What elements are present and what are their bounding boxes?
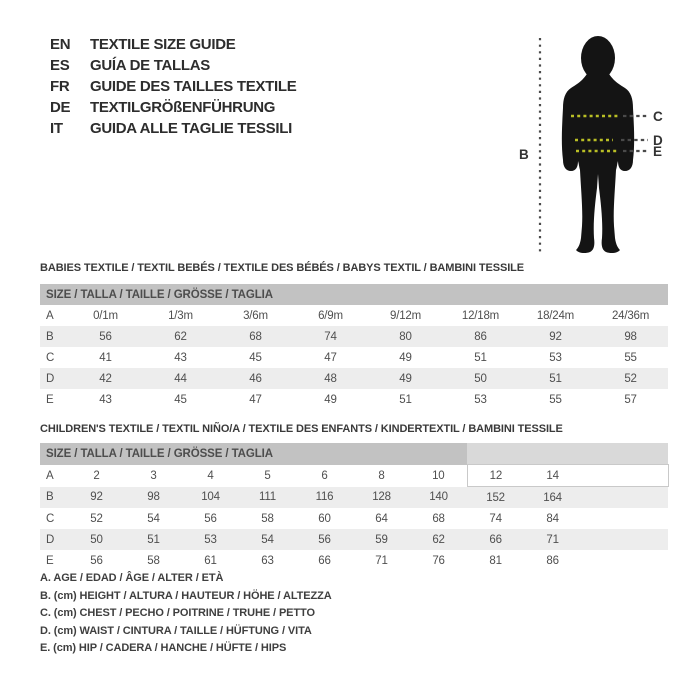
size-value-cell: 50 xyxy=(443,368,518,389)
size-value-cell: 92 xyxy=(68,487,125,509)
size-name-cell: 5 xyxy=(264,469,271,482)
size-row-B xyxy=(40,326,668,347)
measurement-figure xyxy=(505,28,680,263)
size-value-cell: 58 xyxy=(261,512,274,525)
size-value-cell: 51 xyxy=(125,529,182,550)
size-row-E xyxy=(40,389,668,410)
size-value-cell: 47 xyxy=(324,351,337,364)
size-value-cell: 116 xyxy=(296,487,353,509)
size-value-cell: 45 xyxy=(174,393,187,406)
size-value-cell: 41 xyxy=(99,351,112,364)
size-value-cell: 92 xyxy=(518,326,593,347)
size-value-cell: 71 xyxy=(375,554,388,567)
row-label-cell: A xyxy=(46,469,54,482)
size-name-cell: 14 xyxy=(524,465,581,487)
size-value-cell: 55 xyxy=(624,351,637,364)
language-row-es xyxy=(50,55,296,76)
size-name-cell: 9/12m xyxy=(390,309,421,322)
size-value-cell: 50 xyxy=(68,529,125,550)
size-value-cell: 86 xyxy=(546,554,559,567)
size-name-cell: 2 xyxy=(93,469,100,482)
size-value-cell: 68 xyxy=(218,326,293,347)
size-value-cell: 52 xyxy=(90,512,103,525)
size-value-cell: 74 xyxy=(489,512,502,525)
language-row-it xyxy=(50,118,296,139)
babies-table-wrap xyxy=(40,284,668,410)
language-title: TEXTILGRÖßENFÜHRUNG xyxy=(90,99,276,116)
babies-table-title: BABIES TEXTILE / TEXTIL BEBÉS / TEXTILE DES BÉBÉS / BABYS TEXTIL / BAMBINI TESSILE xyxy=(40,262,525,274)
language-code: DE xyxy=(50,99,71,116)
size-value-cell: 74 xyxy=(293,326,368,347)
size-row-B xyxy=(40,487,668,509)
size-value-cell: 51 xyxy=(474,351,487,364)
size-name-cell: 10 xyxy=(432,469,445,482)
measurement-legend xyxy=(40,570,332,658)
size-value-cell: 76 xyxy=(432,554,445,567)
size-value-cell: 55 xyxy=(549,393,562,406)
size-value-cell: 49 xyxy=(368,368,443,389)
legend-height: B. (cm) HEIGHT / ALTURA / HAUTEUR / HÖHE / ALTEZZA xyxy=(40,589,332,602)
legend-hip: E. (cm) HIP / CADERA / HANCHE / HÜFTE / HIPS xyxy=(40,642,287,655)
size-value-cell: 68 xyxy=(432,512,445,525)
size-header-bar: SIZE / TALLA / TAILLE / GRÖSSE / TAGLIA xyxy=(40,284,668,305)
row-label-cell: A xyxy=(46,309,54,322)
size-value-cell: 44 xyxy=(143,368,218,389)
filler-cell xyxy=(581,508,668,529)
language-code: FR xyxy=(50,78,70,95)
size-value-cell: 63 xyxy=(261,554,274,567)
size-value-cell: 104 xyxy=(182,487,239,509)
size-value-cell: 58 xyxy=(147,554,160,567)
size-value-cell: 52 xyxy=(593,368,668,389)
chest-label: C xyxy=(653,109,663,124)
size-value-cell: 59 xyxy=(353,529,410,550)
language-title: TEXTILE SIZE GUIDE xyxy=(90,36,236,53)
row-label-cell: C xyxy=(46,512,55,525)
size-value-cell: 84 xyxy=(546,512,559,525)
language-title: GUIDA ALLE TAGLIE TESSILI xyxy=(90,120,292,137)
size-value-cell: 66 xyxy=(318,554,331,567)
size-name-cell: 4 xyxy=(207,469,214,482)
language-row-fr xyxy=(50,76,296,97)
size-header-row xyxy=(40,284,668,305)
size-value-cell: 111 xyxy=(239,487,296,509)
size-value-cell: 164 xyxy=(524,487,581,509)
size-header-row xyxy=(40,443,668,465)
size-name-cell: 24/36m xyxy=(611,309,650,322)
row-label-cell: B xyxy=(40,326,68,347)
filler-cell xyxy=(581,465,668,487)
size-name-cell: 18/24m xyxy=(536,309,575,322)
size-row-A xyxy=(40,465,668,487)
row-label-cell: E xyxy=(46,554,54,567)
waist-label: D xyxy=(653,133,663,148)
size-value-cell: 61 xyxy=(204,554,217,567)
children-table-body xyxy=(40,465,668,572)
language-list xyxy=(50,34,296,139)
size-name-cell: 8 xyxy=(378,469,385,482)
size-name-cell: 6/9m xyxy=(318,309,343,322)
filler-cell xyxy=(581,550,668,571)
size-name-cell: 0/1m xyxy=(93,309,118,322)
row-label-cell: E xyxy=(46,393,54,406)
size-value-cell: 53 xyxy=(474,393,487,406)
hip-label: E xyxy=(653,144,663,159)
size-value-cell: 66 xyxy=(467,529,524,550)
language-row-en xyxy=(50,34,296,55)
child-silhouette-figure xyxy=(505,28,680,263)
row-label-cell: D xyxy=(40,368,68,389)
size-row-C xyxy=(40,508,668,529)
size-name-cell: 3/6m xyxy=(243,309,268,322)
language-code: IT xyxy=(50,120,63,137)
size-value-cell: 49 xyxy=(399,351,412,364)
row-label-cell: B xyxy=(40,487,68,509)
size-name-cell: 12 xyxy=(467,465,524,487)
size-value-cell: 47 xyxy=(249,393,262,406)
row-label-cell: D xyxy=(40,529,68,550)
size-value-cell: 51 xyxy=(518,368,593,389)
size-value-cell: 62 xyxy=(410,529,467,550)
size-value-cell: 128 xyxy=(353,487,410,509)
size-value-cell: 42 xyxy=(68,368,143,389)
size-value-cell: 56 xyxy=(204,512,217,525)
size-value-cell: 98 xyxy=(125,487,182,509)
babies-size-table xyxy=(40,284,668,410)
size-value-cell: 46 xyxy=(218,368,293,389)
size-value-cell: 152 xyxy=(467,487,524,509)
size-value-cell: 48 xyxy=(293,368,368,389)
children-size-table xyxy=(40,443,669,571)
babies-table-body xyxy=(40,305,668,410)
size-value-cell: 57 xyxy=(624,393,637,406)
size-row-D xyxy=(40,529,668,550)
size-header-bar: SIZE / TALLA / TAILLE / GRÖSSE / TAGLIA xyxy=(40,443,467,465)
language-title: GUÍA DE TALLAS xyxy=(90,57,210,74)
size-value-cell: 54 xyxy=(147,512,160,525)
size-value-cell: 43 xyxy=(99,393,112,406)
size-value-cell: 60 xyxy=(318,512,331,525)
size-row-C xyxy=(40,347,668,368)
size-name-cell: 12/18m xyxy=(461,309,500,322)
size-row-D xyxy=(40,368,668,389)
size-value-cell: 86 xyxy=(443,326,518,347)
size-value-cell: 45 xyxy=(249,351,262,364)
child-body xyxy=(562,68,634,253)
size-value-cell: 98 xyxy=(593,326,668,347)
size-value-cell: 53 xyxy=(549,351,562,364)
legend-waist: D. (cm) WAIST / CINTURA / TAILLE / HÜFTUNG / VITA xyxy=(40,624,312,637)
children-table-title: CHILDREN'S TEXTILE / TEXTIL NIÑO/A / TEXTILE DES ENFANTS / KINDERTEXTIL / BAMBINI TESSILE xyxy=(40,423,563,435)
size-value-cell: 56 xyxy=(296,529,353,550)
size-row-A xyxy=(40,305,668,326)
size-name-cell: 6 xyxy=(321,469,328,482)
size-value-cell: 56 xyxy=(90,554,103,567)
size-value-cell: 56 xyxy=(68,326,143,347)
language-row-de xyxy=(50,97,296,118)
legend-age: A. AGE / EDAD / ÂGE / ALTER / ETÀ xyxy=(40,572,224,584)
size-name-cell: 3 xyxy=(150,469,157,482)
language-code: ES xyxy=(50,57,70,74)
size-value-cell: 54 xyxy=(239,529,296,550)
size-row-E xyxy=(40,550,668,571)
language-code: EN xyxy=(50,36,71,53)
size-value-cell: 64 xyxy=(375,512,388,525)
filler-cell xyxy=(581,487,668,509)
height-label: B xyxy=(519,147,529,162)
legend-chest: C. (cm) CHEST / PECHO / POITRINE / TRUHE / PETTO xyxy=(40,607,315,620)
size-value-cell: 140 xyxy=(410,487,467,509)
language-title: GUIDE DES TAILLES TEXTILE xyxy=(90,78,297,95)
size-header-bar-light xyxy=(467,443,668,465)
size-value-cell: 51 xyxy=(399,393,412,406)
size-value-cell: 81 xyxy=(489,554,502,567)
filler-cell xyxy=(581,529,668,550)
size-value-cell: 71 xyxy=(524,529,581,550)
size-value-cell: 43 xyxy=(174,351,187,364)
size-name-cell: 1/3m xyxy=(168,309,193,322)
size-value-cell: 80 xyxy=(368,326,443,347)
size-value-cell: 53 xyxy=(182,529,239,550)
row-label-cell: C xyxy=(46,351,55,364)
size-value-cell: 62 xyxy=(143,326,218,347)
children-table-wrap xyxy=(40,443,668,571)
size-value-cell: 49 xyxy=(324,393,337,406)
